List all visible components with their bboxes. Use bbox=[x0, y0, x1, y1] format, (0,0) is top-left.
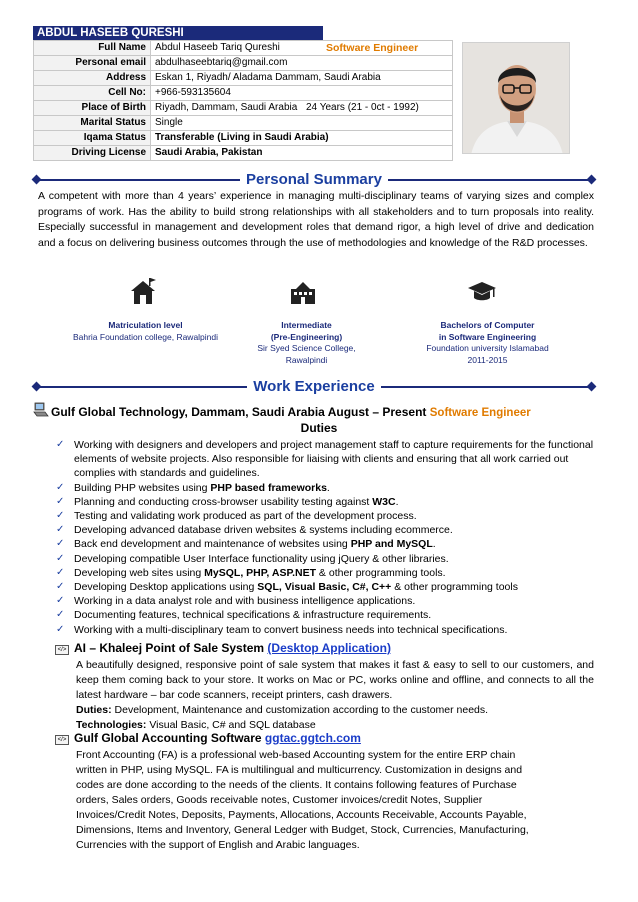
info-row bbox=[34, 116, 453, 131]
info-value: Abdul Haseeb Tariq Qureshi bbox=[155, 42, 280, 53]
resume-name: ABDUL HASEEB QURESHI bbox=[33, 26, 323, 40]
info-label: Place of Birth bbox=[34, 101, 151, 116]
info-row bbox=[34, 101, 453, 116]
info-label: Cell No: bbox=[34, 86, 151, 101]
education-sub: Bahria Foundation college, Rawalpindi bbox=[72, 331, 219, 342]
education-detail: Rawalpindi bbox=[285, 354, 328, 365]
age-text: 24 Years (21 - 0ct - 1992) bbox=[306, 102, 419, 113]
duties-title: Duties bbox=[300, 421, 338, 435]
project-description: Front Accounting (FA) is a professional web-based Accounting system for the entire ERP chain written in PHP, using MySQL. FA is multilingual and multicurrency. Customization in designs and codes are done according to the needs of the clients. It contains following features of Purchase orders, Sales orders, Goods receivable notes, Customer invoices/credit Notes, Supplier Invoices/Credit Notes, Deposits, Payments, Allocations, Accounts Receivable, Accounts Payable, Dimensions, Items and Inventory, General Ledger with Budget, Stock, Currencies, Manufacturing, Currencies with the support of English and Arabic languages. bbox=[76, 749, 529, 851]
graduation-cap-icon bbox=[467, 277, 497, 307]
work-experience-heading bbox=[33, 378, 595, 396]
project-duties: Duties: Development, Maintenance and customization according to the customer needs. bbox=[76, 704, 489, 716]
role-tag: Software Engineer bbox=[326, 42, 419, 54]
info-value: Transferable (Living in Saudi Arabia) bbox=[151, 131, 453, 146]
computer-icon bbox=[33, 402, 49, 418]
info-value: +966-593135604 bbox=[151, 86, 453, 101]
info-label: Address bbox=[34, 71, 151, 86]
list-item: ✓ Testing and validating work produced as part of the development process. bbox=[56, 510, 417, 523]
info-row bbox=[34, 56, 453, 71]
list-item: ✓ Working with a multi-disciplinary team to convert business needs into technical specifications. bbox=[56, 623, 508, 636]
info-label: Iqama Status bbox=[34, 131, 151, 146]
section-title: Work Experience bbox=[247, 378, 380, 395]
company-name: Gulf Global Technology, Dammam, Saudi Arabia August – Present bbox=[51, 405, 427, 419]
info-value: Riyadh, Dammam, Saudi Arabia bbox=[155, 102, 298, 113]
list-item: ✓ Working in a data analyst role and with business intelligence applications. bbox=[56, 595, 416, 608]
info-value: abdulhaseebtariq@gmail.com bbox=[151, 56, 453, 71]
check-icon: ✓ bbox=[56, 524, 65, 536]
list-item: ✓ Working with designers and developers and project management staff to capture requirements for the functional elements of website projects. Also responsible for liaising with clients and ensuring that all work carried out complies with standards and guidelines. bbox=[56, 439, 594, 480]
project-link[interactable]: (Desktop Application) bbox=[267, 641, 391, 655]
check-icon: ✓ bbox=[56, 538, 65, 550]
list-item: ✓ Developing compatible User Interface functionality using jQuery & other libraries. bbox=[56, 552, 449, 565]
job-role: Software Engineer bbox=[429, 407, 531, 419]
check-icon: ✓ bbox=[56, 439, 65, 450]
check-icon: ✓ bbox=[56, 581, 65, 593]
education-detail: Foundation university Islamabad bbox=[426, 343, 549, 353]
education-detail: 2011-2015 bbox=[467, 354, 508, 365]
project-technologies: Technologies: Visual Basic, C# and SQL database bbox=[76, 719, 316, 731]
check-icon: ✓ bbox=[56, 566, 65, 578]
info-row bbox=[34, 71, 453, 86]
check-icon: ✓ bbox=[56, 510, 65, 522]
info-row bbox=[34, 41, 453, 56]
person-portrait-icon bbox=[463, 43, 570, 154]
education-title: Bachelors of Computer bbox=[440, 320, 535, 330]
info-row bbox=[34, 131, 453, 146]
check-icon: ✓ bbox=[56, 609, 65, 621]
info-value: Saudi Arabia, Pakistan bbox=[151, 146, 453, 161]
personal-info-table bbox=[33, 40, 453, 161]
education-title: Matriculation level bbox=[108, 320, 183, 330]
education-sub: in Software Engineering bbox=[438, 331, 537, 342]
list-item: ✓ Developing advanced database driven websites & systems including ecommerce. bbox=[56, 524, 453, 537]
info-label: Full Name bbox=[34, 41, 151, 56]
education-item bbox=[58, 320, 233, 343]
education-item bbox=[219, 320, 394, 366]
section-title: Personal Summary bbox=[240, 171, 388, 188]
project-description: A beautifully designed, responsive point of sale system that makes it fast & easy to sell to our customers, and keep them coming back to your store. It works on Mac or PC, works online and offline, and connects to all the latest hardware – bar code scanners, receipt printers, cash drawers. Duties: Development, Maintenance and customization according to the customer needs. Technologies: Visual Basic, C# and SQL database bbox=[76, 659, 594, 731]
personal-summary-heading bbox=[33, 171, 595, 189]
code-icon: </> bbox=[55, 735, 69, 745]
profile-photo bbox=[462, 42, 570, 154]
info-label: Personal email bbox=[34, 56, 151, 71]
education-title: Intermediate bbox=[281, 320, 332, 330]
summary-text: A competent with more than 4 years’ experience in managing multi-disciplinary teams of varying sizes and complex programs of work. Has the ability to build strong relationships with all stakeholders and to turn proposals into reality. Especially successful in management and development roles that demand rigor, a high level of drive and dedication and a focus on delivering business outcomes through the use of methodologies and knowledge of the R&D processes. bbox=[38, 190, 594, 249]
project-link[interactable]: ggtac.ggtch.com bbox=[264, 731, 361, 745]
info-label: Marital Status bbox=[34, 116, 151, 131]
list-item: ✓ Planning and conducting cross-browser usability testing against W3C. bbox=[56, 495, 399, 508]
home-icon bbox=[128, 277, 158, 307]
education-detail: Sir Syed Science College, bbox=[257, 343, 356, 353]
code-icon: </> bbox=[55, 645, 69, 655]
list-item: ✓ Documenting features, technical specifications & infrastructure requirements. bbox=[56, 609, 432, 622]
check-icon: ✓ bbox=[56, 552, 65, 564]
check-icon: ✓ bbox=[56, 495, 65, 507]
check-icon: ✓ bbox=[56, 481, 65, 493]
project-title: </> Gulf Global Accounting Software ggtac.ggtch.com bbox=[55, 730, 361, 746]
education-sub: (Pre-Engineering) bbox=[270, 331, 343, 342]
info-label: Driving License bbox=[34, 146, 151, 161]
list-item: ✓ Developing Desktop applications using SQL, Visual Basic, C#, C++ & other programming tools bbox=[56, 581, 518, 594]
school-building-icon bbox=[288, 277, 318, 307]
check-icon: ✓ bbox=[56, 623, 65, 635]
list-item: ✓ Developing web sites using MySQL, PHP, ASP.NET & other programming tools. bbox=[56, 566, 446, 579]
project-title: </> AI – Khaleej Point of Sale System (Desktop Application) bbox=[55, 640, 391, 656]
duties-list bbox=[56, 438, 596, 637]
list-item: ✓ Building PHP websites using PHP based frameworks. bbox=[56, 481, 330, 494]
info-value: Single bbox=[151, 116, 453, 131]
info-value: Eskan 1, Riyadh/ Aladama Dammam, Saudi Arabia bbox=[151, 71, 453, 86]
check-icon: ✓ bbox=[56, 595, 65, 607]
info-row bbox=[34, 86, 453, 101]
info-row bbox=[34, 146, 453, 161]
education-item bbox=[400, 320, 575, 366]
job-heading bbox=[51, 404, 621, 421]
list-item: ✓ Back end development and maintenance of websites using PHP and MySQL. bbox=[56, 538, 436, 551]
